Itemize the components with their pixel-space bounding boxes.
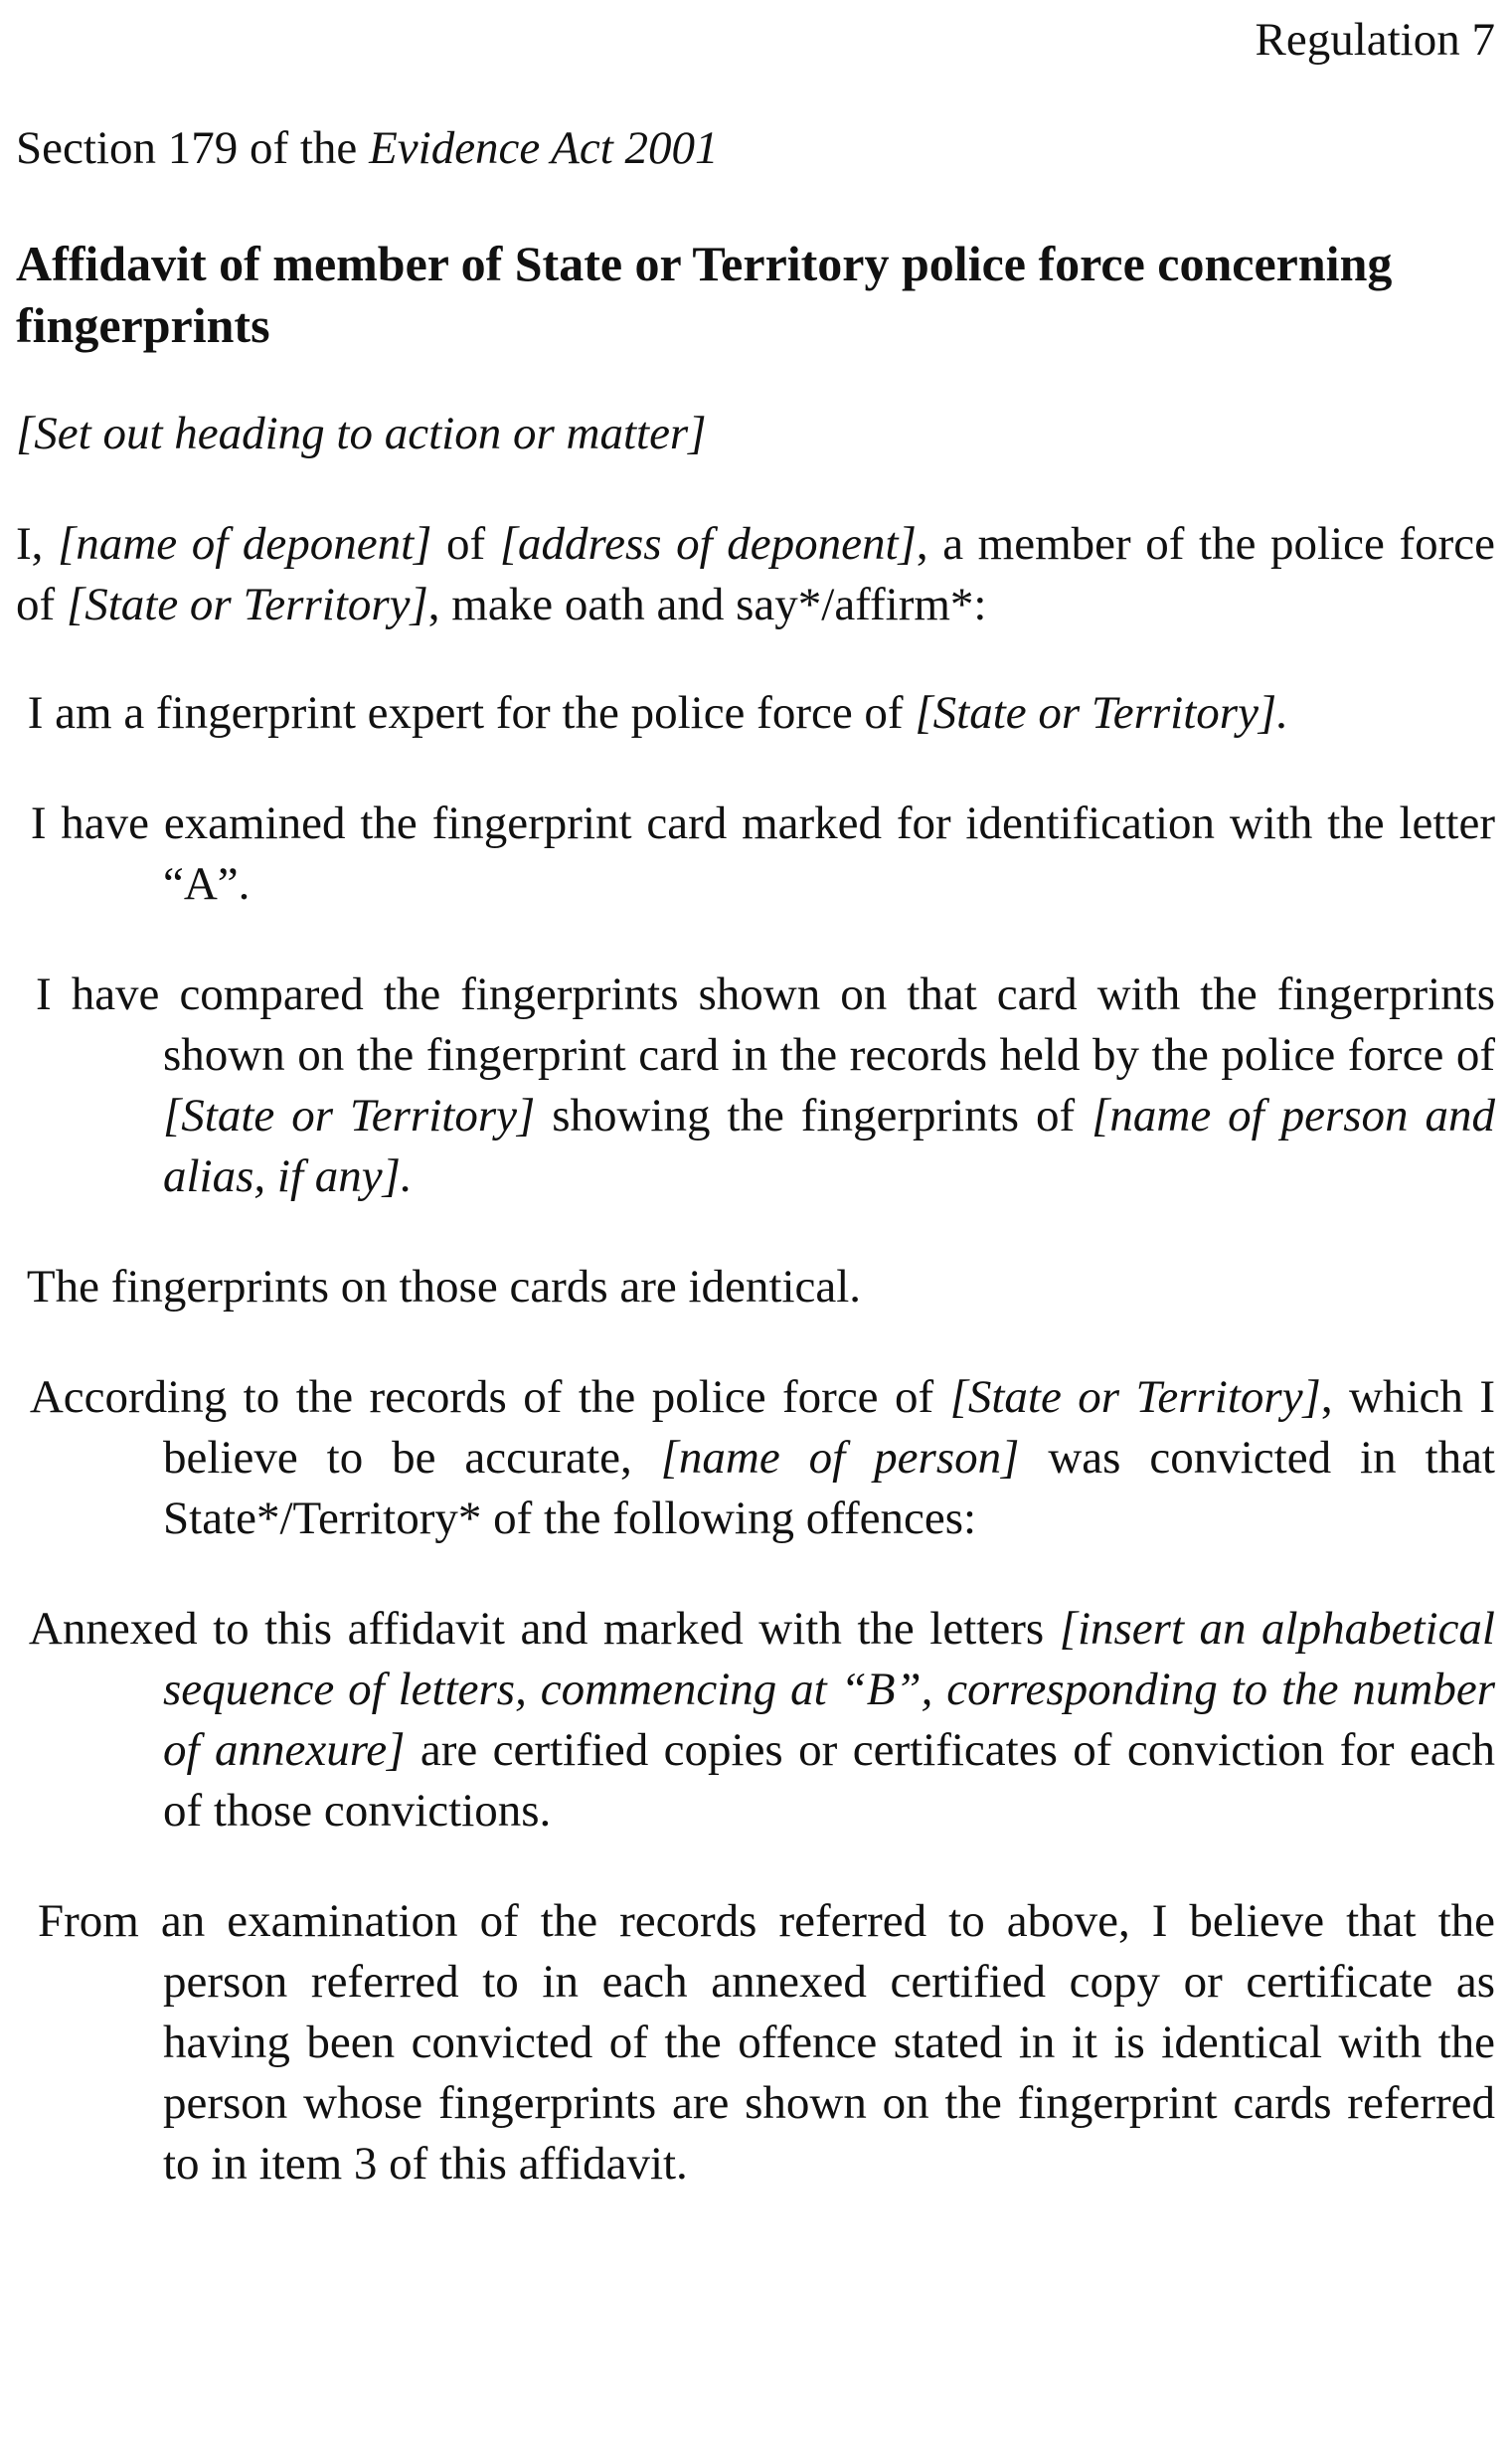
item-text: , which I believe to be accurate,: [163, 1371, 1496, 1484]
state-territory-placeholder: [State or Territory]: [66, 579, 428, 630]
item-placeholder: [insert an alphabetical sequence of letters, commencing at “B”, corresponding to the number of annexure]: [163, 1603, 1495, 1776]
item-text: From an examination of the records referred to above, I believe that the person referred to in each annexed certified copy or certificate as having been convicted of the offence stated in it is identical with the person whose fingerprints are shown on the fingerprint cards referred to in item 3 of this affidavit.: [16, 1895, 1495, 2190]
intro-text-3: , a member of the police force of: [16, 518, 1495, 630]
affidavit-item-3: [16, 965, 1495, 1207]
item-text: I have examined the fingerprint card marked for identification with the letter “A”.: [16, 797, 1495, 910]
item-text: The fingerprints on those cards are identical.: [16, 1261, 862, 1313]
item-placeholder: [State or Territory].: [915, 687, 1288, 739]
deponent-address-placeholder: [address of deponent]: [499, 518, 917, 570]
item-placeholder: [name of person]: [660, 1432, 1020, 1484]
affidavit-item-4: [16, 1257, 1495, 1317]
affidavit-item-5: [16, 1367, 1495, 1549]
intro-text-2: of: [431, 518, 500, 570]
item-text: showing the fingerprints of: [535, 1090, 1092, 1142]
item-text: are certified copies or certificates of conviction for each of those convictions.: [163, 1724, 1496, 1837]
intro-paragraph: [16, 514, 1495, 635]
affidavit-items: [16, 683, 1495, 2195]
intro-text-1: I,: [16, 518, 58, 570]
affidavit-item-7: [16, 1891, 1495, 2195]
item-text: Annexed to this affidavit and marked with the letters: [16, 1603, 1060, 1655]
item-placeholder: [State or Territory]: [949, 1371, 1321, 1423]
regulation-label: Regulation 7: [1255, 14, 1495, 66]
section-reference-prefix: Section 179 of the: [16, 122, 370, 174]
item-text: I am a fingerprint expert for the police force of: [16, 687, 916, 739]
item-text: was convicted in that State*/Territory* of the following offences:: [163, 1432, 1495, 1544]
deponent-name-placeholder: [name of deponent]: [58, 518, 432, 570]
section-reference: [16, 118, 1495, 179]
heading-instruction: [Set out heading to action or matter]: [16, 408, 707, 459]
item-text: According to the records of the police force of: [16, 1371, 950, 1423]
affidavit-item-6: [16, 1599, 1495, 1842]
item-text: I have compared the fingerprints shown on that card with the fingerprints shown on the fingerprint card in the records held by the police force of: [16, 968, 1495, 1081]
affidavit-item-1: [16, 683, 1495, 744]
item-placeholder: [name of person and alias, if any].: [163, 1090, 1495, 1202]
item-placeholder: [State or Territory]: [163, 1090, 536, 1142]
document-title: Affidavit of member of State or Territory police force concerning fingerprints: [16, 236, 1393, 353]
affidavit-item-2: [16, 793, 1495, 915]
intro-text-4: , make oath and say*/affirm*:: [427, 579, 987, 630]
document-page: [16, 10, 1495, 2195]
act-name: Evidence Act 2001: [369, 122, 719, 174]
